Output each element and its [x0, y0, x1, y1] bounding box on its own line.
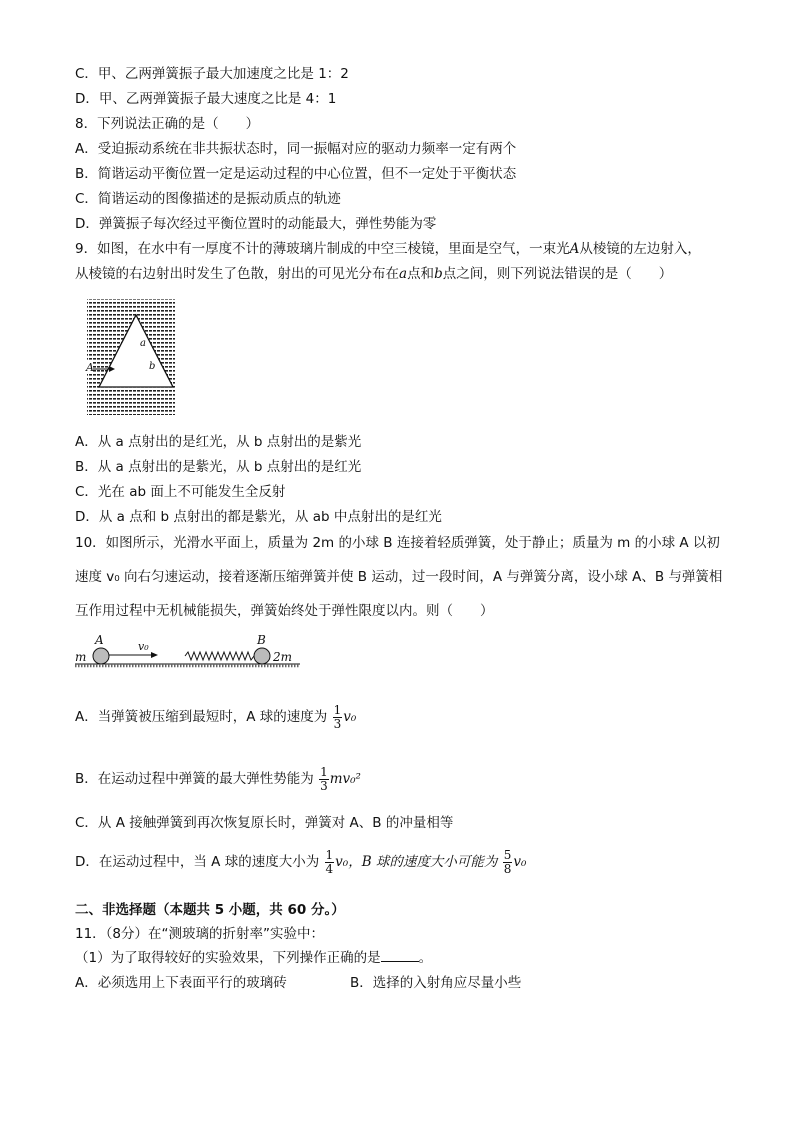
q9-option-d: D．从 a 点和 b 点射出的都是紫光，从 ab 中点射出的是红光	[75, 509, 442, 525]
prism-in-water-figure	[85, 297, 177, 417]
q10-option-d: D．在运动过程中，当 A 球的速度大小为 $\frac{1}{4}$ v₀，B 球的速度大小可能为 $\frac{5}{8}$ v₀	[75, 847, 527, 876]
label-ball-b: B	[257, 633, 266, 647]
q10-option-c: C．从 A 接触弹簧到再次恢复原长时，弹簧对 A、B 的冲量相等	[75, 815, 454, 831]
q7-option-c: C．甲、乙两弹簧振子最大加速度之比是 1：2	[75, 66, 349, 82]
ball-b	[254, 648, 270, 664]
q7-option-d: D．甲、乙两弹簧振子最大速度之比是 4：1	[75, 91, 337, 107]
q11-option-b: B．选择的入射角应尽量小些	[350, 975, 522, 991]
label-2m: 2m	[273, 650, 293, 664]
q8-option-c: C．简谐运动的图像描述的是振动质点的轨迹	[75, 191, 341, 207]
label-a: a	[140, 338, 146, 349]
q9-stem-line1: 9．如图，在水中有一厚度不计的薄玻璃片制成的中空三棱镜，里面是空气，一束光A从棱镜的左边射入，	[75, 241, 701, 257]
section-heading: 二、非选择题（本题共 5 小题，共 60 分。）	[75, 902, 345, 918]
q9-option-b: B．从 a 点射出的是紫光，从 b 点射出的是红光	[75, 459, 362, 475]
label-b: b	[149, 361, 156, 372]
q8-option-a: A．受迫振动系统在非共振状态时，同一振幅对应的驱动力频率一定有两个	[75, 141, 517, 157]
label-ball-a: A	[95, 633, 104, 647]
q10-option-b: B．在运动过程中弹簧的最大弹性势能为 $\frac{1}{3}$ mv₀²	[75, 764, 361, 793]
q11-part1: （1）为了取得较好的实验效果，下列操作正确的是 。	[75, 950, 433, 966]
q10-stem-line1: 10．如图所示，光滑水平面上，质量为 2m 的小球 B 连接着轻质弹簧，处于静止；质量为 m 的小球 A 以初	[75, 535, 720, 551]
spring-balls-figure	[75, 633, 300, 675]
ball-a	[93, 648, 109, 664]
answer-blank[interactable]	[381, 949, 419, 962]
q9-stem-line2: 从棱镜的右边射出时发生了色散，射出的可见光分布在a点和b点之间，则下列说法错误的是（ ）	[75, 266, 673, 282]
q8-stem: 8．下列说法正确的是（ ）	[75, 116, 260, 132]
q8-option-b: B．简谐运动平衡位置一定是运动过程的中心位置，但不一定处于平衡状态	[75, 166, 517, 182]
q9-option-a: A．从 a 点射出的是红光，从 b 点射出的是紫光	[75, 434, 362, 450]
q10-option-a: A．当弹簧被压缩到最短时，A 球的速度为 $\frac{1}{3}$ v₀	[75, 702, 357, 731]
fraction-one-quarter: $\frac{1}{4}$	[325, 847, 334, 876]
q10-stem-line2: 速度 v₀ 向右匀速运动，接着逐渐压缩弹簧并使 B 运动，过一段时间，A 与弹簧分离，设小球 A、B 与弹簧相	[75, 569, 723, 585]
q8-option-d: D．弹簧振子每次经过平衡位置时的动能最大，弹性势能为零	[75, 216, 437, 232]
q11-stem: 11．（8分）在“测玻璃的折射率”实验中：	[75, 926, 325, 942]
fraction-one-third: $\frac{1}{3}$	[333, 702, 342, 731]
velocity-arrowhead	[151, 652, 158, 658]
label-m: m	[75, 650, 87, 664]
label-v0: v₀	[138, 640, 149, 653]
q10-stem-line3: 互作用过程中无机械能损失，弹簧始终处于弹性限度以内。则（ ）	[75, 603, 494, 619]
label-A: A	[86, 361, 94, 374]
q9-option-c: C．光在 ab 面上不可能发生全反射	[75, 484, 286, 500]
fraction-five-eighths: $\frac{5}{8}$	[503, 847, 512, 876]
fraction-one-third-b: $\frac{1}{3}$	[320, 764, 328, 793]
q11-option-a: A．必须选用上下表面平行的玻璃砖	[75, 975, 287, 991]
spring	[185, 652, 254, 660]
